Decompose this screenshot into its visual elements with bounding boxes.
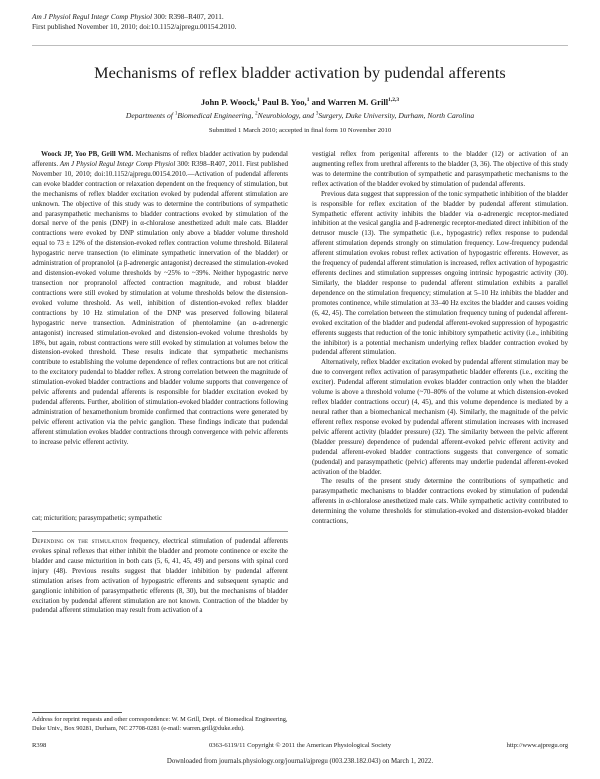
paragraph: Previous data suggest that suppression of the tonic sympathetic inhibition of the bladder is responsible for reflex excitation of the bladder by pudendal afferent stimulation. Sympathetic efferent activity inhibits the bladder via α-adrenergic receptor-mediated inhibition at the vesical ganglia and β-adrenergic receptor-mediated direct inhibition of the detrusor muscle (13). The sympathetic (i.e., hypogastric) reflex response to pudendal afferent stimulation depends strongly on stimulation frequency. Low-frequency pudendal afferent stimulation evokes robust reflex activation of hypogastric efferents. However, as the frequency of pudendal afferent stimulation is increased, reflex activation of hypogastric efferents declines and stimulation suppresses ongoing intrinsic hypogastric activity (30). Similarly, the bladder response to pudendal afferent stimulation exhibits a parallel dependence on the stimulation frequency; stimulation at 5–10 Hz inhibits the bladder and promotes continence, while stimulation at 33–40 Hz excites the bladder and causes voiding (6, 42, 45). The correlation between the stimulation frequency tuning of pudendal afferent-evoked excitation of the bladder and pudendal afferent-evoked suppression of hypogastric efferents suggests that reduction of the tonic inhibitory sympathetic activity (i.e., inhibiting the inhibitor) is a potential mechanism underlying reflex bladder contraction evoked by pudendal afferent stimulation.	[312, 189, 568, 357]
correspondence-footnote: Address for reprint requests and other correspondence: W. M Grill, Dept. of Biomedical Engineering, Duke Univ., Box 90281, Durham, NC 27708-0281 (e-mail: warren.grill@duke.edu).	[32, 716, 288, 732]
section-lead: Depending on the stimulation	[32, 537, 128, 545]
journal-url[interactable]: http://www.ajpregu.org	[506, 742, 568, 749]
published-line: First published November 10, 2010; doi:10.1152/ajpregu.00154.2010.	[32, 22, 237, 31]
journal-header	[32, 12, 236, 32]
paragraph: The results of the present study determine the contributions of sympathetic and parasympathetic mechanisms to bladder contractions evoked by stimulation of pudendal afferents in α-chloralose anesthetized male cats. While sympathetic activity contributed to determining the volume thresholds for stimulation-evoked and distension-evoked bladder contractions,	[312, 477, 568, 526]
footnote-divider	[32, 712, 122, 713]
abstract-divider	[32, 531, 288, 532]
abstract-lead: Woock JP, Yoo PB, Grill WM.	[41, 150, 134, 158]
page-number: R398	[32, 742, 47, 749]
submission-dates: Submitted 1 March 2010; accepted in final form 10 November 2010	[208, 127, 392, 134]
author-list	[32, 97, 568, 107]
keywords: cat; micturition; parasympathetic; sympathetic	[32, 514, 163, 522]
copyright: 0363-6119/11 Copyright © 2011 the American Physiological Society	[208, 742, 392, 749]
body-text-left: Depending on the stimulation frequency, electrical stimulation of pudendal afferents evokes spinal reflexes that either inhibit the bladder and promote continence or excite the bladder and cause micturition in both cats (5, 6, 41, 45, 49) and persons with spinal cord injury (48). Previous results suggest that bladder inhibition by pudendal afferent stimulation arises from activation of hypogastric efferents and subsequent synaptic and ganglionic inhibition of parasympathetic efferents (8, 30), but the mechanisms of bladder excitation by pudendal afferent stimulation are not known. Contraction of the bladder by pudendal afferent stimulation may result from activation of a	[32, 537, 288, 615]
article-title: Mechanisms of reflex bladder activation by pudendal afferents	[94, 64, 506, 82]
journal-name: Am J Physiol Regul Integr Comp Physiol	[32, 12, 152, 21]
download-notice: Downloaded from journals.physiology.org/journal/ajpregu (003.238.182.043) on March 1, 2022.	[166, 758, 434, 765]
author-3-affil: 1,2,3	[388, 97, 400, 104]
author-3: and Warren M. Grill	[311, 97, 389, 107]
abstract: Woock JP, Yoo PB, Grill WM. Mechanisms of reflex bladder activation by pudendal afferents. Am J Physiol Regul Integr Comp Physiol 300: R398–R407, 2011. First published November 10, 2010; doi:10.1152/ajpregu.00154.2010.—Activation of pudendal afferents can evoke bladder contraction or relaxation dependent on the frequency of stimulation, but the mechanisms of reflex bladder excitation evoked by pudendal afferent stimulation are unknown. The objective of this study was to determine the contributions of sympathetic and parasympathetic mechanisms to bladder contractions evoked by stimulation of the dorsal nerve of the penis (DNP) in α-chloralose anesthetized adult male cats. Bladder contractions were evoked by DNP stimulation only above a bladder volume threshold equal to 73 ± 12% of the distension-evoked reflex contraction volume threshold. Bilateral hypogastric nerve transection (to eliminate sympathetic innervation of the bladder) or administration of propranolol (a β-adrenergic antagonist) decreased the stimulation-evoked and distension-evoked volume thresholds by ~25% to ~39%. Neither hypogastric nerve transection nor propranolol affected contraction magnitude, and robust bladder contractions were still evoked by stimulation at volume thresholds below the distension-evoked volume threshold. As well, inhibition of distention-evoked reflex bladder contractions by 10 Hz stimulation of the DNP was preserved following bilateral hypogastric nerve transection. Administration of phentolamine (an α-adrenergic antagonist) increased stimulation-evoked and distension-evoked volume thresholds by 18%, but again, robust contractions were still evoked by stimulation at volumes below the distension-evoked threshold. These results indicate that sympathetic mechanisms contribute to establishing the volume dependence of reflex contractions but are not critical to the excitatory pudendal to bladder reflex. A strong correlation between the magnitude of stimulation-evoked bladder contractions and bladder volume supports that convergence of pelvic afferents and pudendal afferents is responsible for bladder excitation evoked by pudendal afferents. Further, abolition of stimulation-evoked bladder contractions following administration of hexamethonium bromide confirmed that contractions were generated by pelvic efferent activation via the pelvic ganglion. These findings indicate that pudendal afferent stimulation evokes bladder contractions through convergence with pelvic afferents to increase pelvic efferent activity.	[32, 150, 289, 446]
journal-citation: 300: R398–R407, 2011.	[153, 12, 224, 21]
abstract-text: 300: R398–R407, 2011. First published November 10, 2010; doi:10.1152/ajpregu.00154.2010.—Activation of pudendal afferents can evoke bladder contraction or relaxation dependent on the frequency of stimulation, but the mechanisms of reflex bladder excitation evoked by pudendal afferent stimulation are unknown. The objective of this study was to determine the contributions of sympathetic and parasympathetic mechanisms to bladder contractions evoked by stimulation of the dorsal nerve of the penis (DNP) in α-chloralose anesthetized adult male cats. Bladder contractions were evoked by DNP stimulation only above a bladder volume threshold equal to 73 ± 12% of the distension-evoked reflex contraction volume threshold. Bilateral hypogastric nerve transection (to eliminate sympathetic innervation of the bladder) or administration of propranolol (a β-adrenergic antagonist) decreased the stimulation-evoked and distension-evoked volume thresholds by ~25% to ~39%. Neither hypogastric nerve transection nor propranolol affected contraction magnitude, and robust bladder contractions were still evoked by stimulation at volume thresholds below the distension-evoked volume threshold. As well, inhibition of distention-evoked reflex bladder contractions by 10 Hz stimulation of the DNP was preserved following bilateral hypogastric nerve transection. Administration of phentolamine (an α-adrenergic antagonist) increased stimulation-evoked and distension-evoked volume thresholds by 18%, but again, robust contractions were still evoked by stimulation at volumes below the distension-evoked threshold. These results indicate that sympathetic mechanisms contribute to establishing the volume dependence of reflex contractions but are not critical to the excitatory pudendal to bladder reflex. A strong correlation between the magnitude of stimulation-evoked bladder contractions and bladder volume supports that convergence of pelvic afferents and pudendal afferents is responsible for bladder excitation evoked by pudendal afferents. Further, abolition of stimulation-evoked bladder contractions following administration of hexamethonium bromide confirmed that contractions were generated by pelvic efferent activation via the pelvic ganglion. These findings indicate that pudendal afferent stimulation evokes bladder contractions through convergence with pelvic afferents to increase pelvic efferent activity.	[32, 159, 289, 446]
header-divider	[32, 45, 568, 46]
author-2: Paul B. Yoo,	[262, 97, 307, 107]
affiliations: Departments of $^1$Biomedical Engineering, $^2$Neurobiology, and $^3$Surgery, Duke University, Durham, North Carolina	[125, 111, 475, 120]
author-1-affil: 1	[257, 97, 260, 104]
paragraph: Alternatively, reflex bladder excitation evoked by pudendal afferent stimulation may be due to convergent reflex activation of parasympathetic bladder efferents (i.e., exciting the exciter). Pudendal afferent stimulation evokes bladder contraction only when the bladder volume is above a threshold volume (~70–80% of the volume at which distension-evoked reflex bladder contractions occur) (4, 45), and this volume dependence is mediated by a neural rather than a biomechanical mechanism (4). Similarly, the magnitude of the pelvic efferent reflex response evoked by pudendal afferent stimulation increases with increased pelvic afferent activity (bladder pressure) (32). The similarity between the pelvic afferent (bladder pressure) dependence of pudendal afferent-evoked pelvic efferent activity and pudendal afferent-evoked bladder contractions suggests that convergence of somatic (pudendal) and parasympathetic (pelvic) afferents may underlie pudendal afferent-evoked activation of the bladder.	[312, 358, 568, 476]
author-1: John P. Woock,	[200, 97, 258, 107]
paragraph: vestigial reflex from perigenital afferents to the bladder (12) or activation of an augmenting reflex from urethral afferents to the bladder (3, 36). The objective of this study was to determine the contribution of sympathetic and parasympathetic mechanisms to the reflex activation of the bladder evoked by stimulation of pudendal afferents.	[312, 150, 568, 188]
author-2-affil: 1	[306, 97, 310, 104]
body-text-right	[312, 150, 568, 527]
